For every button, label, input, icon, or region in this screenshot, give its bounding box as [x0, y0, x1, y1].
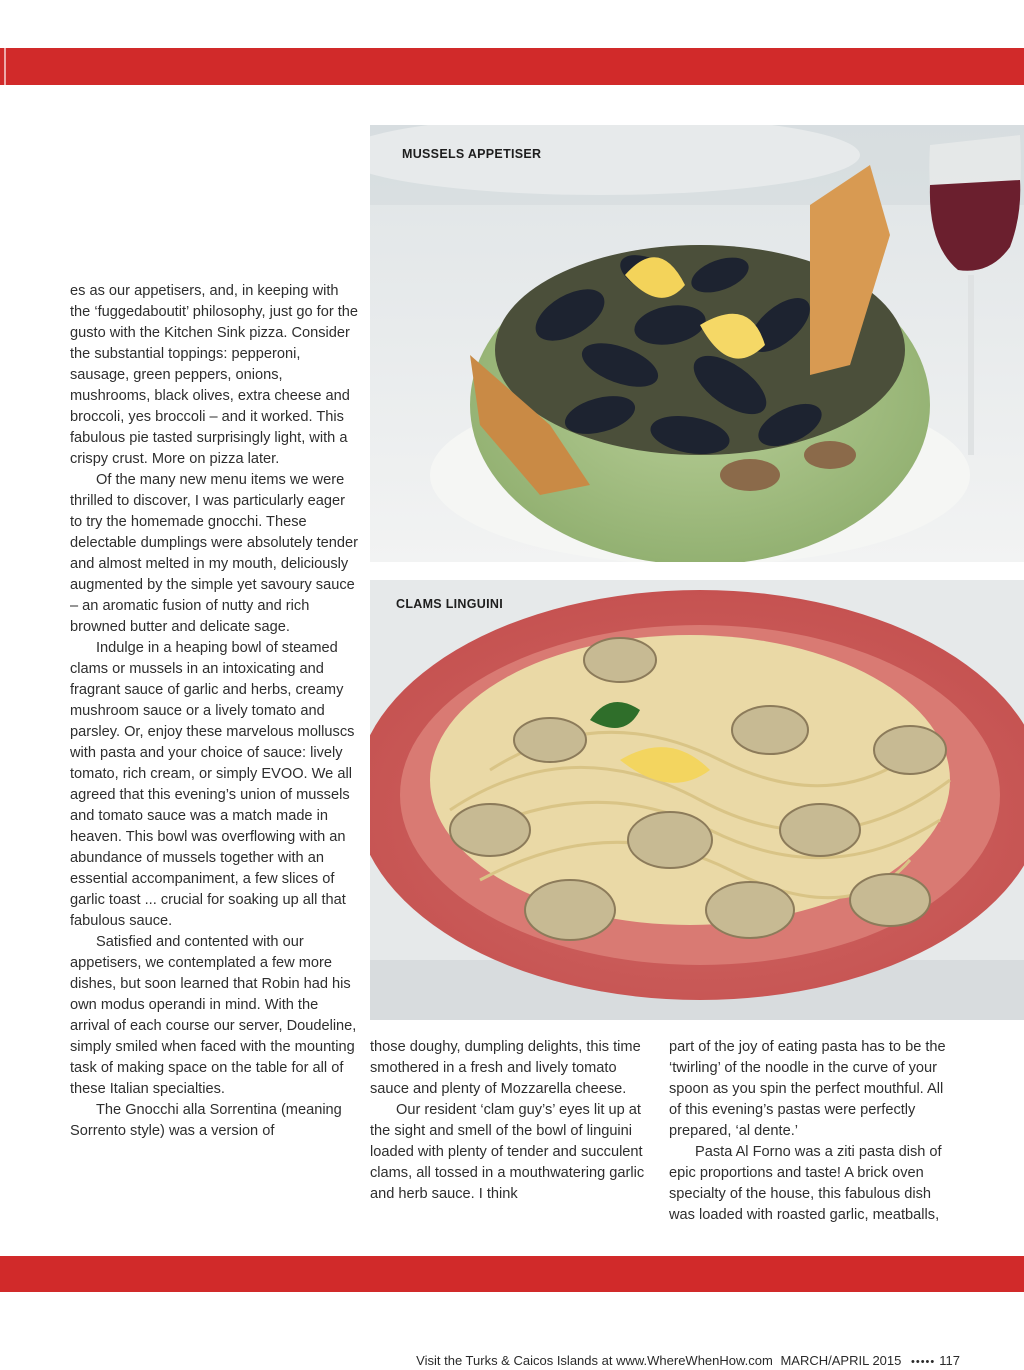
paragraph: Indulge in a heaping bowl of steamed clams or mussels in an intoxicating and fragrant sauce of garlic and herbs, creamy mushroom sauce or a lively tomato and parsley. Or, enjoy these marvelous molluscs with pasta and your choice of sauce: lively tomato, rich cream, or simply EVOO. We all agreed that this evening’s union of mussels and tomato sauce was a match made in heaven. This bowl was overflowing with an abundance of mussels together with an essential accompaniment, a few slices of garlic toast ... crucial for soaking up all that fabulous sauce.: [70, 640, 355, 929]
mussels-illustration: [370, 125, 1024, 562]
top-red-band: [0, 48, 1024, 85]
photo-caption: MUSSELS APPETISER: [402, 147, 542, 161]
footer-issue: MARCH/APRIL 2015: [780, 1353, 902, 1368]
footer-website-text: Visit the Turks & Caicos Islands at www.WhereWhenHow.com: [416, 1353, 773, 1368]
page-number: 117: [939, 1353, 960, 1368]
bottom-red-band: [0, 1256, 1024, 1292]
paragraph: Of the many new menu items we were thrilled to discover, I was particularly eager to try the homemade gnocchi. These delectable dumplings were absolutely tender and almost melted in my mouth, deliciously augmented by the simple yet savoury sauce – an aromatic fusion of nutty and rich browned butter and delicate sage.: [70, 472, 358, 635]
photo-caption: CLAMS LINGUINI: [396, 597, 503, 611]
clams-linguini-photo: [370, 580, 1024, 1020]
paragraph: Satisfied and contented with our appetisers, we contemplated a few more dishes, but soon learned that Robin had his own modus operandi in mind. With the arrival of each course our server, Doudeline, simply smiled when faced with the mounting task of making space on the table for all of these Italian specialties.: [70, 934, 357, 1097]
page-footer: [340, 1353, 960, 1368]
paragraph: those doughy, dumpling delights, this time smothered in a fresh and lively tomato sauce and plenty of Mozzarella cheese.: [370, 1039, 641, 1097]
paragraph: es as our appetisers, and, in keeping with the ‘fuggedaboutit’ philosophy, just go for the gusto with the Kitchen Sink pizza. Consider the substantial toppings: pepperoni, sausage, green peppers, onions, mushrooms, black olives, extra cheese and broccoli, yes broccoli – and it worked. This fabulous pie tasted surprisingly light, with a crispy crust. More on pizza later.: [70, 283, 359, 467]
paragraph: Our resident ‘clam guy’s’ eyes lit up at the sight and smell of the bowl of linguini loaded with plenty of tender and succulent clams, all tossed in a mouthwatering garlic and herb sauce. I think: [370, 1102, 645, 1202]
clams-illustration: [370, 580, 1024, 1020]
mussels-appetiser-photo: [370, 125, 1024, 562]
paragraph: Pasta Al Forno was a ziti pasta dish of epic proportions and taste! A brick oven specialty of the house, this fabulous dish was loaded with roasted garlic, meatballs,: [669, 1144, 942, 1223]
article-column-right: [669, 1037, 954, 1226]
paragraph: part of the joy of eating pasta has to be the ‘twirling’ of the noodle in the curve of your spoon as you spin the perfect mouthful. All of this evening’s pastas were perfectly prepared, ‘al dente.’: [669, 1039, 946, 1139]
article-column-middle: [370, 1037, 650, 1205]
paragraph: The Gnocchi alla Sorrentina (meaning Sorrento style) was a version of: [70, 1102, 342, 1139]
footer-dots: •••••: [911, 1356, 936, 1368]
article-column-left: [70, 281, 360, 1142]
